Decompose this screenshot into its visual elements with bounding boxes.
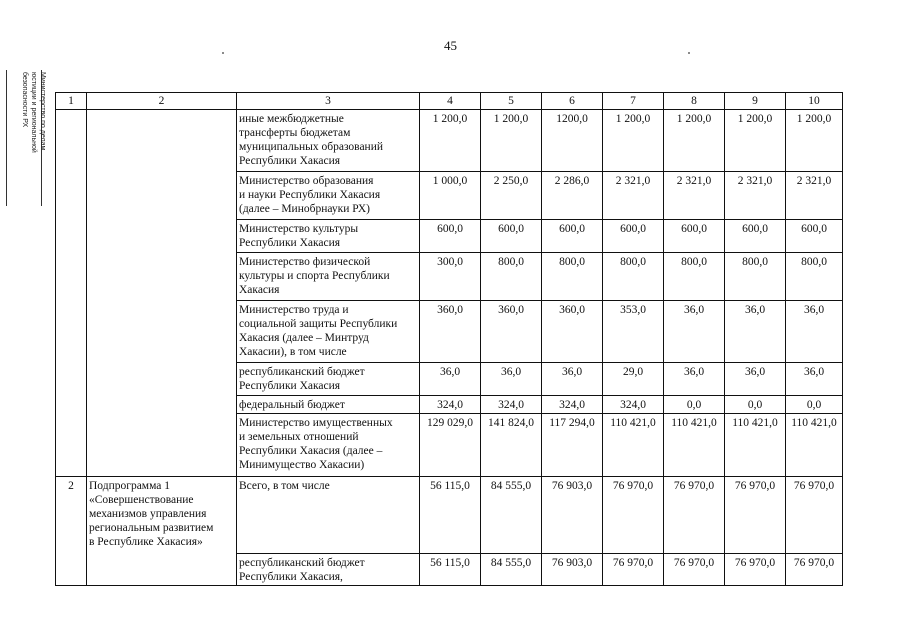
program-name-line: в Республике Хакасия» xyxy=(89,536,203,548)
value-cell: 76 970,0 xyxy=(664,477,725,554)
value-cell: 800,0 xyxy=(786,253,843,301)
source-line: Министерство труда и xyxy=(239,304,349,316)
source-cell xyxy=(237,172,420,220)
source-line: социальной защиты Республики xyxy=(239,318,398,330)
value-cell: 2 250,0 xyxy=(481,172,542,220)
value-cell: 76 970,0 xyxy=(725,554,786,586)
table-row xyxy=(56,477,843,554)
value-cell: 600,0 xyxy=(664,220,725,253)
source-line: иные межбюджетные xyxy=(239,113,344,125)
source-line: Всего, в том числе xyxy=(239,480,330,492)
source-line: Хакасия (далее – Минтруд xyxy=(239,332,369,344)
value-cell: 36,0 xyxy=(725,363,786,396)
value-cell: 800,0 xyxy=(664,253,725,301)
value-cell: 1200,0 xyxy=(542,110,603,172)
source-line: Республики Хакасия xyxy=(239,237,341,249)
source-cell xyxy=(237,414,420,477)
value-cell: 324,0 xyxy=(603,396,664,414)
value-cell: 76 903,0 xyxy=(542,477,603,554)
value-cell: 2 286,0 xyxy=(542,172,603,220)
value-cell: 110 421,0 xyxy=(725,414,786,477)
value-cell: 353,0 xyxy=(603,301,664,363)
value-cell: 1 200,0 xyxy=(725,110,786,172)
column-header: 3 xyxy=(237,93,420,110)
program-name-cell xyxy=(87,110,237,477)
column-header: 2 xyxy=(87,93,237,110)
source-line: республиканский бюджет xyxy=(239,557,365,569)
value-cell: 600,0 xyxy=(786,220,843,253)
value-cell: 2 321,0 xyxy=(725,172,786,220)
stamp-line: Министерство по делам xyxy=(39,72,46,151)
source-line: Хакасии), в том числе xyxy=(239,346,347,358)
value-cell: 360,0 xyxy=(420,301,481,363)
value-cell: 76 970,0 xyxy=(603,477,664,554)
source-cell xyxy=(237,363,420,396)
value-cell: 141 824,0 xyxy=(481,414,542,477)
value-cell: 800,0 xyxy=(603,253,664,301)
program-name-line: механизмов управления xyxy=(89,508,207,520)
value-cell: 0,0 xyxy=(725,396,786,414)
source-line: федеральный бюджет xyxy=(239,399,345,411)
source-line: и земельных отношений xyxy=(239,431,359,443)
value-cell: 36,0 xyxy=(725,301,786,363)
value-cell: 84 555,0 xyxy=(481,554,542,586)
value-cell: 76 970,0 xyxy=(725,477,786,554)
stamp-text xyxy=(20,72,47,153)
source-line: Республики Хакасия (далее – xyxy=(239,445,383,457)
value-cell: 800,0 xyxy=(481,253,542,301)
value-cell: 1 200,0 xyxy=(603,110,664,172)
value-cell: 129 029,0 xyxy=(420,414,481,477)
program-name-line: региональным развитием xyxy=(89,522,214,534)
value-cell: 117 294,0 xyxy=(542,414,603,477)
source-line: Министерство физической xyxy=(239,256,371,268)
source-line: республиканский бюджет xyxy=(239,366,365,378)
column-header: 7 xyxy=(603,93,664,110)
source-line: (далее – Минобрнауки РХ) xyxy=(239,203,370,215)
scan-speck xyxy=(222,52,224,54)
source-line: Министерство культуры xyxy=(239,223,359,235)
source-line: Хакасия xyxy=(239,284,280,296)
value-cell: 2 321,0 xyxy=(603,172,664,220)
source-line: трансферты бюджетам xyxy=(239,127,351,139)
value-cell: 300,0 xyxy=(420,253,481,301)
source-cell xyxy=(237,396,420,414)
column-header: 5 xyxy=(481,93,542,110)
value-cell: 36,0 xyxy=(542,363,603,396)
column-header: 6 xyxy=(542,93,603,110)
value-cell: 600,0 xyxy=(725,220,786,253)
value-cell: 1 200,0 xyxy=(481,110,542,172)
value-cell: 800,0 xyxy=(542,253,603,301)
source-cell xyxy=(237,301,420,363)
scan-speck xyxy=(688,52,690,54)
value-cell: 1 000,0 xyxy=(420,172,481,220)
value-cell: 76 903,0 xyxy=(542,554,603,586)
value-cell: 360,0 xyxy=(481,301,542,363)
value-cell: 0,0 xyxy=(664,396,725,414)
value-cell: 29,0 xyxy=(603,363,664,396)
source-cell xyxy=(237,220,420,253)
value-cell: 110 421,0 xyxy=(603,414,664,477)
value-cell: 600,0 xyxy=(481,220,542,253)
source-line: и науки Республики Хакасия xyxy=(239,189,381,201)
value-cell: 36,0 xyxy=(664,301,725,363)
value-cell: 56 115,0 xyxy=(420,477,481,554)
value-cell: 76 970,0 xyxy=(603,554,664,586)
source-line: культуры и спорта Республики xyxy=(239,270,390,282)
stamp-line: безопасности РХ xyxy=(21,72,28,128)
page-number: 45 xyxy=(444,38,457,53)
column-header: 10 xyxy=(786,93,843,110)
source-line: Республики Хакасия, xyxy=(239,571,343,583)
value-cell: 76 970,0 xyxy=(786,477,843,554)
column-header: 8 xyxy=(664,93,725,110)
row-index-cell xyxy=(56,110,87,477)
value-cell: 0,0 xyxy=(786,396,843,414)
row-index-cell: 2 xyxy=(56,477,87,586)
value-cell: 360,0 xyxy=(542,301,603,363)
value-cell: 76 970,0 xyxy=(664,554,725,586)
value-cell: 110 421,0 xyxy=(786,414,843,477)
source-line: Минимущество Хакасии) xyxy=(239,459,365,471)
source-cell xyxy=(237,554,420,586)
source-line: Министерство образования xyxy=(239,175,374,187)
column-header: 9 xyxy=(725,93,786,110)
value-cell: 1 200,0 xyxy=(786,110,843,172)
value-cell: 324,0 xyxy=(481,396,542,414)
budget-table xyxy=(55,92,843,586)
stamp-line: юстиции и региональной xyxy=(30,72,37,153)
value-cell: 56 115,0 xyxy=(420,554,481,586)
value-cell: 324,0 xyxy=(420,396,481,414)
value-cell: 36,0 xyxy=(420,363,481,396)
source-cell xyxy=(237,477,420,554)
column-header: 1 xyxy=(56,93,87,110)
value-cell: 600,0 xyxy=(420,220,481,253)
program-name-line: Подпрограмма 1 xyxy=(89,480,171,492)
value-cell: 36,0 xyxy=(664,363,725,396)
registration-stamp xyxy=(6,70,46,206)
value-cell: 600,0 xyxy=(603,220,664,253)
value-cell: 36,0 xyxy=(786,363,843,396)
table-row xyxy=(56,110,843,172)
value-cell: 2 321,0 xyxy=(664,172,725,220)
value-cell: 36,0 xyxy=(481,363,542,396)
source-cell xyxy=(237,253,420,301)
value-cell: 84 555,0 xyxy=(481,477,542,554)
table-header-row xyxy=(56,93,843,110)
source-line: Республики Хакасия xyxy=(239,155,341,167)
value-cell: 36,0 xyxy=(786,301,843,363)
program-name-cell xyxy=(87,477,237,586)
source-line: муниципальных образований xyxy=(239,141,384,153)
source-cell xyxy=(237,110,420,172)
value-cell: 1 200,0 xyxy=(420,110,481,172)
value-cell: 800,0 xyxy=(725,253,786,301)
value-cell: 1 200,0 xyxy=(664,110,725,172)
value-cell: 324,0 xyxy=(542,396,603,414)
value-cell: 76 970,0 xyxy=(786,554,843,586)
column-header: 4 xyxy=(420,93,481,110)
value-cell: 2 321,0 xyxy=(786,172,843,220)
program-name-line: «Совершенствование xyxy=(89,494,194,506)
source-line: Республики Хакасия xyxy=(239,380,341,392)
value-cell: 600,0 xyxy=(542,220,603,253)
source-line: Министерство имущественных xyxy=(239,417,393,429)
value-cell: 110 421,0 xyxy=(664,414,725,477)
